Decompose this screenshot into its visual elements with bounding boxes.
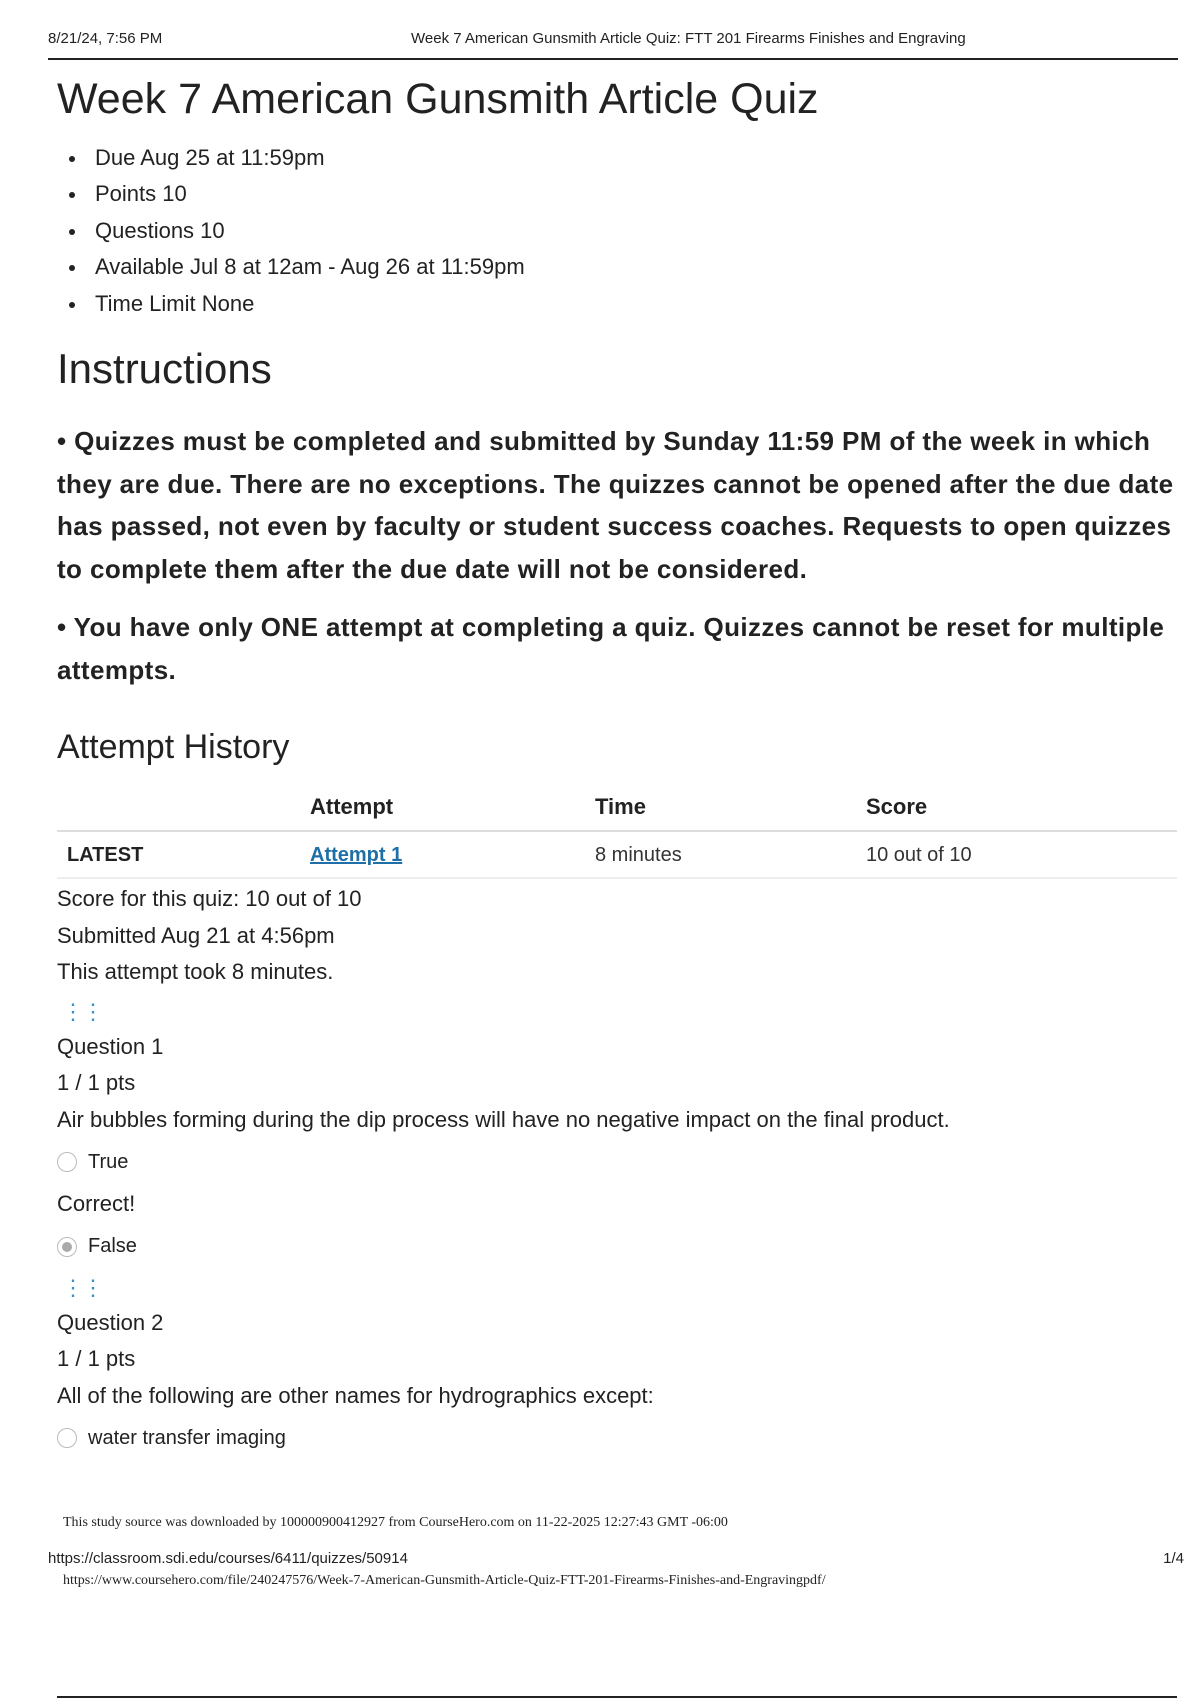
answer-option-true[interactable] [57, 1142, 1177, 1182]
quiz-content [57, 60, 1177, 1458]
drag-handle-icon[interactable]: ⋮⋮ [62, 998, 102, 1024]
attempt-cell [310, 831, 595, 878]
radio-icon[interactable] [57, 1152, 77, 1172]
print-header [48, 30, 1178, 60]
time-cell: 8 minutes [595, 831, 866, 878]
question-title: Question 1 [57, 1033, 164, 1059]
correct-feedback: Correct! [57, 1191, 136, 1217]
answer-option-1[interactable] [57, 1418, 1177, 1458]
question-points: 1 / 1 pts [57, 1070, 136, 1096]
answer-option-false[interactable] [57, 1227, 1177, 1267]
quiz-details-list [57, 140, 1177, 323]
radio-selected-icon[interactable] [57, 1237, 77, 1257]
table-row [57, 831, 1177, 878]
bottom-divider [57, 1696, 1177, 1698]
column-header-time: Time [595, 790, 866, 831]
availability: Available Jul 8 at 12am - Aug 26 at 11:59pm [57, 249, 1177, 286]
attempt-history-heading: Attempt History [57, 728, 290, 767]
answer-label: True [88, 1150, 129, 1173]
instruction-deadline: • Quizzes must be completed and submitted by Sunday 11:59 PM of the week in which they are due. There are no exceptions. The quizzes cannot be opened after the due date has passed, not even by faculty or student success coaches. Requests to open quizzes to complete them after the due date will not be considered. [57, 426, 1174, 584]
print-footer-url: https://classroom.sdi.edu/courses/6411/quizzes/50914 [48, 1550, 408, 1567]
points: Points 10 [57, 176, 1177, 213]
attempt-1-link[interactable]: Attempt 1 [310, 844, 403, 867]
column-header-score: Score [866, 790, 1177, 831]
page-title: Week 7 American Gunsmith Article Quiz [57, 75, 819, 123]
print-title: Week 7 American Gunsmith Article Quiz: FTT 201 Firearms Finishes and Engraving [411, 30, 966, 47]
coursehero-download-note: This study source was downloaded by 100000900412927 from CourseHero.com on 11-22-2025 12:27:43 GMT -06:00 [63, 1515, 728, 1530]
drag-handle-icon[interactable]: ⋮⋮ [62, 1274, 102, 1300]
page-number: 1/4 [1163, 1550, 1184, 1567]
question-points: 1 / 1 pts [57, 1346, 136, 1372]
column-header-attempt: Attempt [310, 790, 595, 831]
question-text: All of the following are other names for hydrographics except: [57, 1382, 654, 1408]
instruction-single-attempt: • You have only ONE attempt at completing a quiz. Quizzes cannot be reset for multiple attempts. [57, 612, 1165, 685]
instructions-body [57, 420, 1177, 691]
answer-label: False [88, 1235, 137, 1258]
question-2 [57, 1267, 1177, 1459]
question-count: Questions 10 [57, 213, 1177, 250]
latest-label: LATEST [57, 831, 310, 878]
attempt-summary [57, 881, 1177, 991]
question-1 [57, 991, 1177, 1267]
attempt-history-table [57, 790, 1177, 879]
question-title: Question 2 [57, 1309, 164, 1335]
question-text: Air bubbles forming during the dip process will have no negative impact on the final product. [57, 1106, 950, 1132]
submitted-date: Submitted Aug 21 at 4:56pm [57, 922, 335, 948]
radio-icon[interactable] [57, 1428, 77, 1448]
table-header-row [57, 790, 1177, 831]
coursehero-url: https://www.coursehero.com/file/240247576/Week-7-American-Gunsmith-Article-Quiz-FTT-201-Firearms-Finishes-and-Engravingpdf/ [63, 1573, 826, 1588]
quiz-score: Score for this quiz: 10 out of 10 [57, 886, 362, 912]
instructions-heading: Instructions [57, 345, 272, 393]
column-header-label [57, 790, 310, 831]
print-date: 8/21/24, 7:56 PM [48, 30, 163, 47]
time-limit: Time Limit None [57, 286, 1177, 323]
score-cell: 10 out of 10 [866, 831, 1177, 878]
attempt-duration: This attempt took 8 minutes. [57, 959, 334, 985]
due-date: Due Aug 25 at 11:59pm [57, 140, 1177, 177]
answer-label: water transfer imaging [88, 1426, 286, 1449]
